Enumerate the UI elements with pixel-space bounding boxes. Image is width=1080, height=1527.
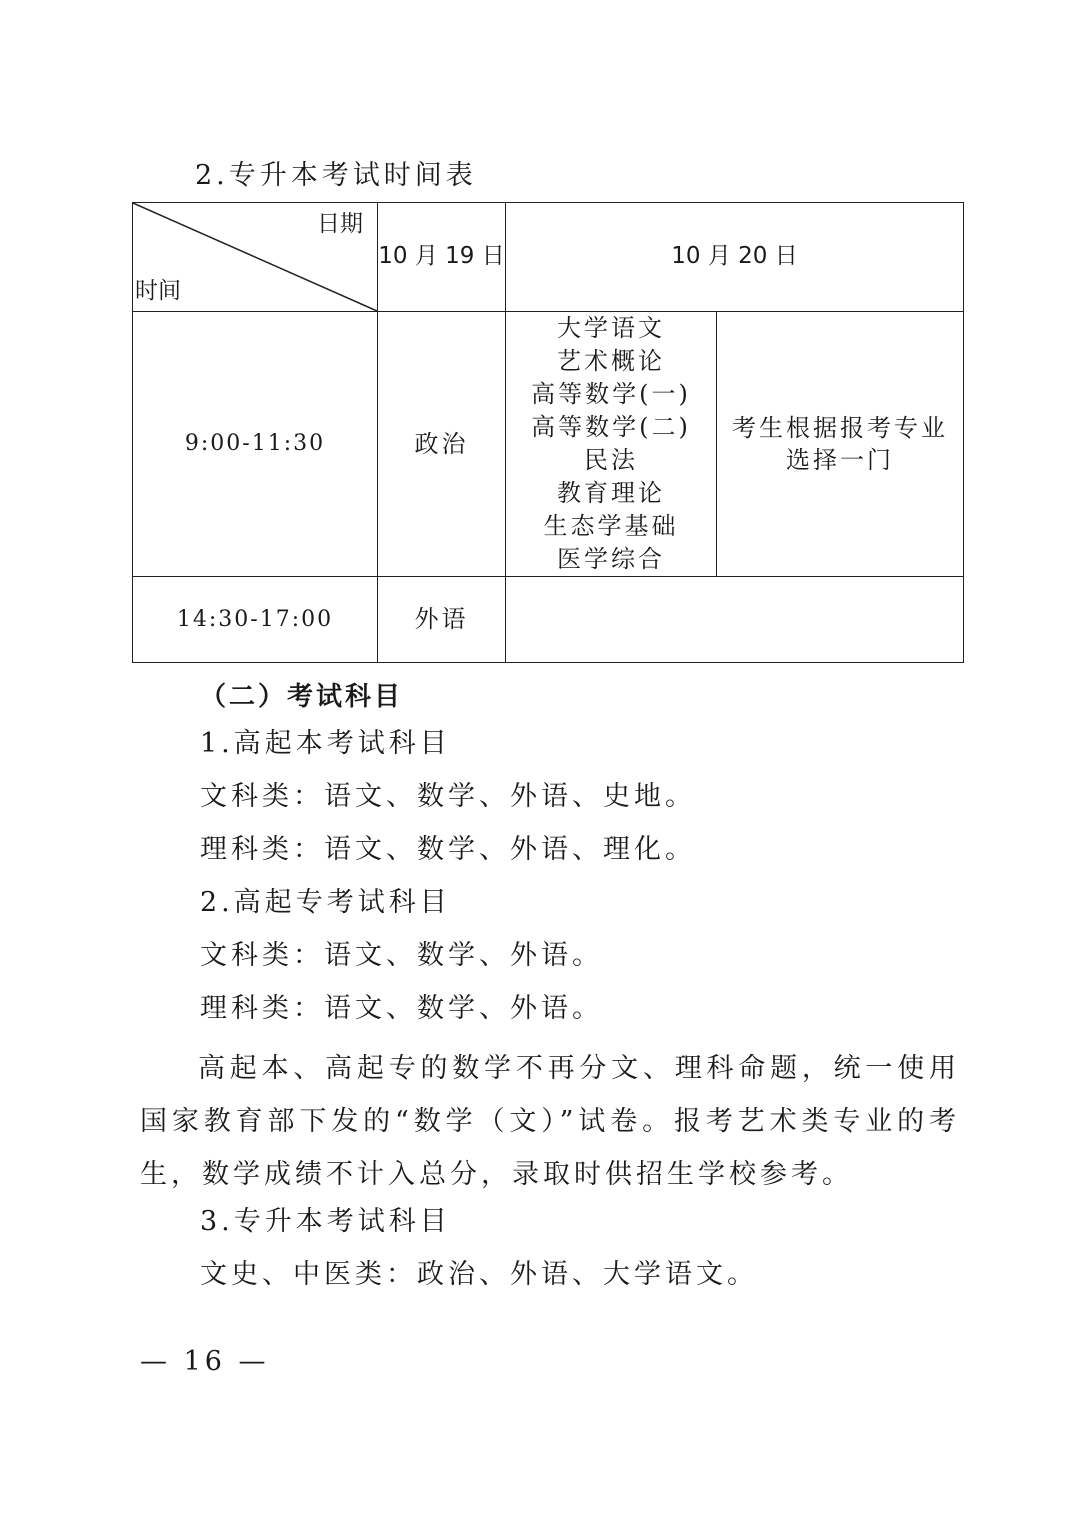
- day2-subject-list: [506, 312, 717, 577]
- day1-subject-cell: 外语: [378, 577, 506, 663]
- subject-item: 高等数学(二): [531, 413, 691, 441]
- math-note-paragraph: 高起本、高起专的数学不再分文、理科命题，统一使用国家教育部下发的“数学（文）”试卷。报考艺术类专业的考生，数学成绩不计入总分，录取时供招生学校参考。: [140, 1053, 960, 1190]
- table-row: [133, 577, 964, 663]
- date-header-1: 10 月 19 日: [378, 203, 506, 312]
- exam-schedule-table: [132, 202, 964, 663]
- subject-line: 2.高起专考试科目: [200, 887, 451, 918]
- subject-line: 理科类：语文、数学、外语。: [200, 993, 603, 1024]
- subject-line: 文科类：语文、数学、外语、史地。: [200, 781, 696, 812]
- subject-line: 文科类：语文、数学、外语。: [200, 940, 603, 971]
- subject-line: 3.专升本考试科目: [200, 1206, 451, 1237]
- date-header-2: 10 月 20 日: [506, 203, 964, 312]
- subject-item: 高等数学(一): [531, 380, 691, 408]
- corner-date-label: 日期: [317, 211, 363, 237]
- corner-header-cell: [133, 203, 378, 312]
- subject-item: 教育理论: [557, 479, 665, 507]
- subject-item: 生态学基础: [543, 512, 679, 540]
- subject-item: 艺术概论: [557, 347, 665, 375]
- subject-item: 大学语文: [557, 314, 665, 342]
- subject-line: 理科类：语文、数学、外语、理化。: [200, 834, 696, 865]
- table-row: [133, 312, 964, 577]
- time-cell: 14:30-17:00: [133, 577, 378, 663]
- day1-subject-cell: 政治: [378, 312, 506, 577]
- table-header-row: [133, 203, 964, 312]
- corner-time-label: 时间: [135, 277, 181, 304]
- subject-line: 文史、中医类：政治、外语、大学语文。: [200, 1259, 758, 1290]
- subject-item: 医学综合: [557, 545, 665, 573]
- day2-empty-cell: [506, 577, 964, 663]
- time-cell: 9:00-11:30: [133, 312, 378, 577]
- day2-note-cell: 考生根据报考专业选择一门: [717, 312, 964, 577]
- table-title: 2.专升本考试时间表: [195, 160, 477, 191]
- section-heading: （二）考试科目: [200, 682, 404, 712]
- subject-line: 1.高起本考试科目: [200, 728, 451, 759]
- subject-item: 民法: [584, 446, 638, 474]
- page-number: — 16 —: [140, 1346, 270, 1377]
